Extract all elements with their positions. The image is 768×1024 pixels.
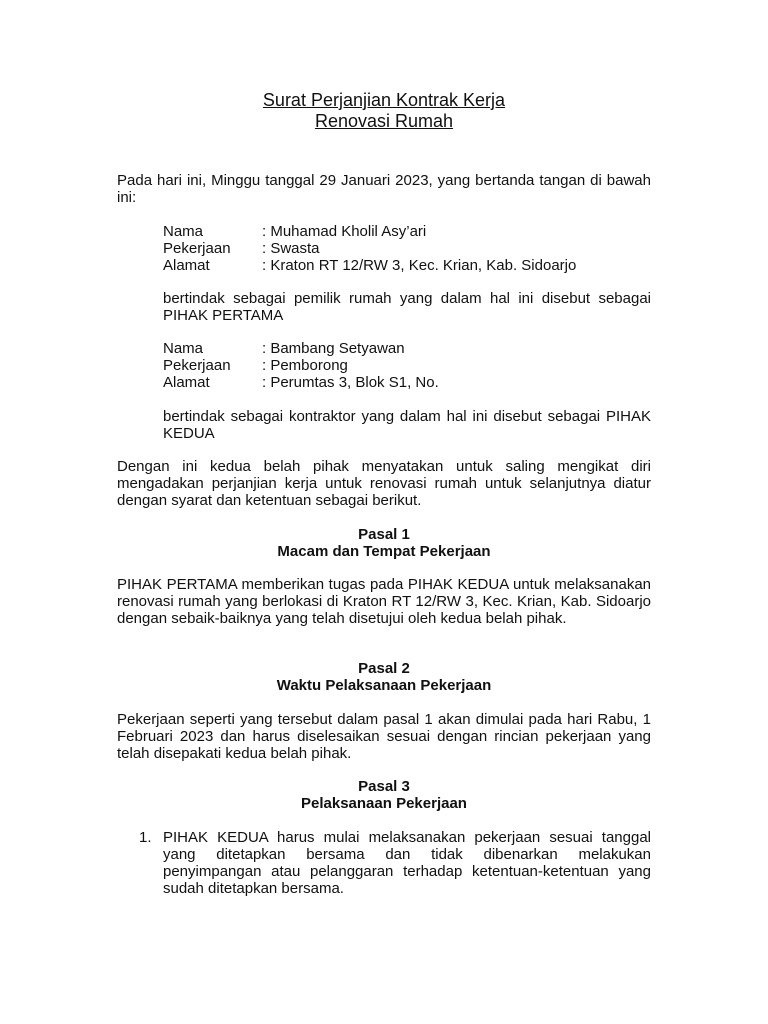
pasal2-number: Pasal 2 bbox=[358, 660, 410, 677]
title-line-2: Renovasi Rumah bbox=[314, 111, 454, 131]
title-line-1: Surat Perjanjian Kontrak Kerja bbox=[262, 90, 506, 110]
list-item bbox=[139, 829, 651, 897]
pasal3-number: Pasal 3 bbox=[358, 778, 410, 795]
field-label: Pekerjaan bbox=[163, 357, 231, 374]
field-label: Alamat bbox=[163, 257, 210, 274]
pasal2-text: Pekerjaan seperti yang tersebut dalam pasal 1 akan dimulai pada hari Rabu, 1 Februari 2023 dan harus diselesaikan sesuai dengan rincian pekerjaan yang telah disepakati kedua belah pihak. bbox=[117, 711, 651, 762]
field-label: Alamat bbox=[163, 374, 210, 391]
party2-job-row bbox=[163, 357, 651, 374]
field-value: : Muhamad Kholil Asy’ari bbox=[262, 223, 427, 240]
pasal1-heading bbox=[0, 526, 768, 560]
party2-name-row bbox=[163, 340, 651, 357]
pasal2-title: Waktu Pelaksanaan Pekerjaan bbox=[276, 677, 492, 694]
party1-role: bertindak sebagai pemilik rumah yang dalam hal ini disebut sebagai PIHAK PERTAMA bbox=[163, 290, 651, 324]
pasal1-text: PIHAK PERTAMA memberikan tugas pada PIHAK KEDUA untuk melaksanakan renovasi rumah yang berlokasi di Kraton RT 12/RW 3, Kec. Krian, Kab. Sidoarjo dengan sebaik-baiknya yang telah disetujui oleh kedua belah pihak. bbox=[117, 576, 651, 627]
field-value: : Perumtas 3, Blok S1, No. bbox=[262, 374, 439, 391]
list-number: 1. bbox=[139, 829, 152, 846]
field-label: Pekerjaan bbox=[163, 240, 231, 257]
list-text: PIHAK KEDUA harus mulai melaksanakan pekerjaan sesuai tanggal yang ditetapkan bersama dan tidak dibenarkan melakukan penyimpangan atau pelanggaran terhadap ketentuan-ketentuan yang sudah ditetapkan bersama. bbox=[163, 829, 651, 897]
field-label: Nama bbox=[163, 223, 204, 240]
party1-job-row bbox=[163, 240, 651, 257]
field-value: : Bambang Setyawan bbox=[262, 340, 405, 357]
document-title bbox=[0, 90, 768, 132]
pasal3-heading bbox=[0, 778, 768, 812]
pasal1-number: Pasal 1 bbox=[358, 526, 410, 543]
party1-name-row bbox=[163, 223, 651, 240]
field-label: Nama bbox=[163, 340, 204, 357]
intro-paragraph: Pada hari ini, Minggu tanggal 29 Januari 2023, yang bertanda tangan di bawah ini: bbox=[117, 172, 651, 206]
party2-address-row bbox=[163, 374, 651, 391]
pasal2-heading bbox=[0, 660, 768, 694]
field-value: : Swasta bbox=[262, 240, 320, 257]
pasal3-list bbox=[139, 829, 651, 897]
party1-details bbox=[163, 223, 651, 274]
agreement-paragraph: Dengan ini kedua belah pihak menyatakan untuk saling mengikat diri mengadakan perjanjian kerja untuk renovasi rumah untuk selanjutnya diatur dengan syarat dan ketentuan sebagai berikut. bbox=[117, 458, 651, 509]
party2-details bbox=[163, 340, 651, 391]
pasal3-title: Pelaksanaan Pekerjaan bbox=[301, 795, 467, 812]
pasal1-title: Macam dan Tempat Pekerjaan bbox=[277, 543, 491, 560]
party2-role: bertindak sebagai kontraktor yang dalam hal ini disebut sebagai PIHAK KEDUA bbox=[163, 408, 651, 442]
party1-address-row bbox=[163, 257, 651, 274]
field-value: : Pemborong bbox=[262, 357, 348, 374]
field-value: : Kraton RT 12/RW 3, Kec. Krian, Kab. Sidoarjo bbox=[262, 257, 577, 274]
